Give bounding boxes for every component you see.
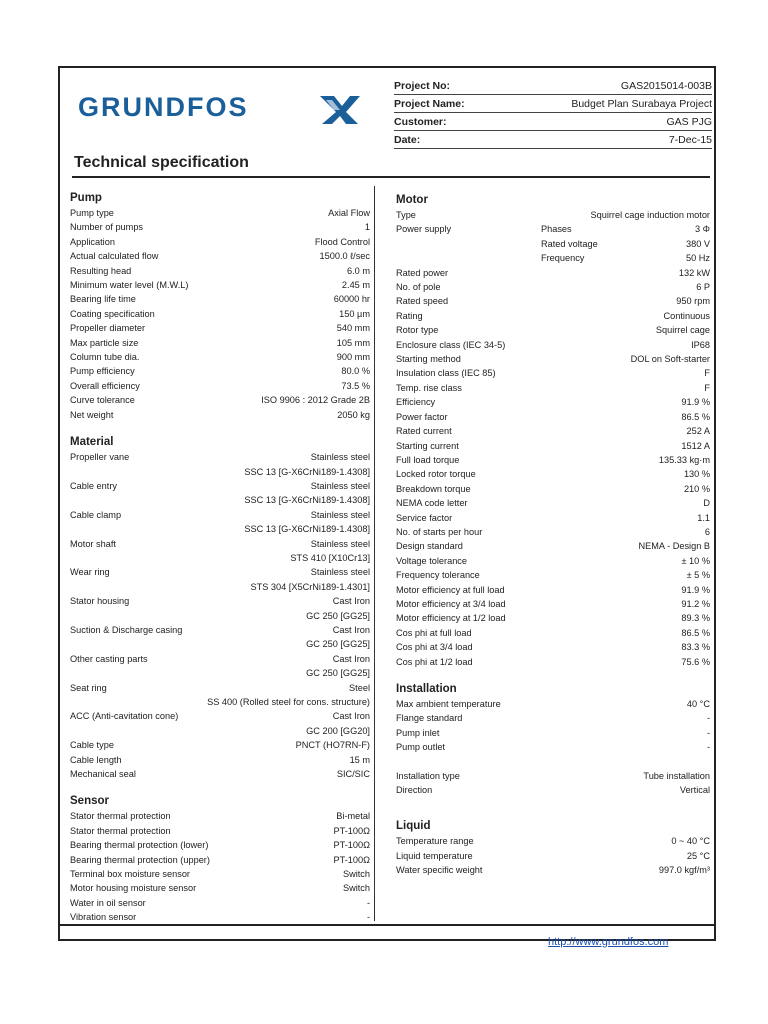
row-value: 25 °C <box>686 850 710 861</box>
material-detail-row <box>70 551 370 565</box>
row-value: 73.5 % <box>341 380 370 391</box>
row-value: 91.9 % <box>681 397 710 408</box>
row-label: Phases <box>540 224 572 235</box>
spec-row <box>70 393 370 407</box>
row-value: 60000 hr <box>333 294 370 305</box>
row-value: 6 <box>704 526 710 537</box>
row-label: Cable clamp <box>70 509 122 520</box>
row-value: Squirrel cage <box>655 325 710 336</box>
row-label: Frequency <box>540 253 585 264</box>
material-detail: STS 410 [X10Cr13] <box>290 552 370 563</box>
row-label: Propeller vane <box>70 452 130 463</box>
row-value: 2.45 m <box>341 280 370 291</box>
row-value: 1.1 <box>697 512 710 523</box>
row-label: Curve tolerance <box>70 395 135 406</box>
row-label: Enclosure class (IEC 34-5) <box>396 339 506 350</box>
row-label: Stator thermal protection <box>70 811 171 822</box>
row-label: Installation type <box>396 771 460 782</box>
row-value: - <box>706 727 710 738</box>
row-label: Rated speed <box>396 296 449 307</box>
spec-row <box>70 738 370 752</box>
spec-row <box>70 336 370 350</box>
row-value: PT-100Ω <box>333 854 370 865</box>
row-label: Bearing life time <box>70 294 136 305</box>
material-extra-table <box>70 738 370 781</box>
column-divider <box>374 186 375 921</box>
row-value: DOL on Soft-starter <box>630 354 710 365</box>
row-label: Suction & Discharge casing <box>70 624 183 635</box>
row-label: Voltage tolerance <box>396 555 468 566</box>
spec-row <box>70 753 370 767</box>
row-value: ± 10 % <box>681 555 710 566</box>
row-value: 91.2 % <box>681 598 710 609</box>
row-label: Terminal box moisture sensor <box>70 869 190 880</box>
row-value: PNCT (HO7RN-F) <box>295 740 370 751</box>
spec-row <box>396 726 710 740</box>
spec-row <box>70 896 370 910</box>
spec-row <box>396 496 710 510</box>
installation-table-2 <box>396 769 710 798</box>
project-field <box>394 74 712 92</box>
row-value: 540 mm <box>336 323 370 334</box>
power-supply-row <box>396 222 710 265</box>
row-label: Rated current <box>396 426 452 437</box>
material-detail: SSC 13 [G-X6CrNi189-1.4308] <box>244 524 370 535</box>
row-label: Motor housing moisture sensor <box>70 883 197 894</box>
material-row <box>70 652 370 666</box>
project-field-key: Project No: <box>394 80 451 92</box>
grundfos-logo: GRUNDFOS <box>78 92 249 122</box>
row-label: Bearing thermal protection (upper) <box>70 854 210 865</box>
material-detail: STS 304 [X5CrNi189-1.4301] <box>250 581 370 592</box>
row-value: Continuous <box>663 310 710 321</box>
power-supply-items <box>541 222 710 265</box>
material-row <box>70 479 370 493</box>
row-label: Cos phi at full load <box>396 627 472 638</box>
row-label: Cable length <box>70 754 122 765</box>
row-value: - <box>706 713 710 724</box>
row-label: Flange standard <box>396 713 463 724</box>
row-label: Cable entry <box>70 480 117 491</box>
installation-section-title: Installation <box>396 683 457 695</box>
row-label: Bearing thermal protection (lower) <box>70 840 209 851</box>
material-table <box>70 450 370 738</box>
spec-sheet <box>58 66 716 948</box>
project-field-value: 7-Dec-15 <box>668 134 712 146</box>
spec-row <box>70 235 370 249</box>
spec-row <box>396 554 710 568</box>
row-value: 135.33 kg·m <box>658 454 710 465</box>
spec-row <box>396 834 710 848</box>
row-label: Type <box>396 210 416 220</box>
spec-row <box>70 278 370 292</box>
material-detail-row <box>70 522 370 536</box>
material-detail-row <box>70 666 370 680</box>
material-detail-row <box>70 465 370 479</box>
spec-row <box>396 597 710 611</box>
row-value: NEMA - Design B <box>638 541 710 552</box>
spec-row <box>70 206 370 220</box>
row-label: Motor efficiency at full load <box>396 584 505 595</box>
row-value: Stainless steel <box>310 480 370 491</box>
row-value: 997.0 kgf/m³ <box>658 865 710 876</box>
row-value: 1 <box>364 222 370 233</box>
motor-type-row <box>396 208 710 222</box>
row-label: Overall efficiency <box>70 380 140 391</box>
spec-row <box>70 867 370 881</box>
spec-row <box>396 525 710 539</box>
title-underline <box>72 176 710 178</box>
spec-row <box>396 626 710 640</box>
grundfos-x-mark-icon <box>318 92 362 126</box>
right-column <box>396 186 710 877</box>
row-label: Application <box>70 236 115 247</box>
spec-row <box>70 350 370 364</box>
row-value: Switch <box>342 883 370 894</box>
row-value: 3 Φ <box>695 224 710 235</box>
row-value: 380 V <box>685 238 710 249</box>
row-value: 91.9 % <box>681 584 710 595</box>
left-column <box>70 184 370 925</box>
row-value: 210 % <box>683 483 710 494</box>
spec-row <box>70 292 370 306</box>
row-value: ISO 9906 : 2012 Grade 2B <box>261 395 370 406</box>
material-row <box>70 623 370 637</box>
motor-section-title: Motor <box>396 194 428 206</box>
row-label: Column tube dia. <box>70 352 140 363</box>
sensor-section-title: Sensor <box>70 795 109 808</box>
spec-row <box>396 366 710 380</box>
row-label: Cos phi at 3/4 load <box>396 642 473 653</box>
row-value: Stainless steel <box>310 567 370 578</box>
spec-row <box>396 769 710 783</box>
row-label: Pump type <box>70 208 114 218</box>
row-value: 1512 A <box>681 440 710 451</box>
spec-row <box>396 309 710 323</box>
row-value: 150 µm <box>339 308 370 319</box>
power-supply-item <box>541 222 710 236</box>
row-label: Actual calculated flow <box>70 251 159 262</box>
row-value: Axial Flow <box>328 208 370 218</box>
material-detail: GC 200 [GG20] <box>306 725 370 736</box>
spec-row <box>396 697 710 711</box>
row-label: No. of starts per hour <box>396 526 483 537</box>
project-divider <box>394 112 712 113</box>
spec-row <box>396 568 710 582</box>
spec-row <box>396 539 710 553</box>
material-detail: GC 250 [GG25] <box>306 668 370 679</box>
row-value: Bi-metal <box>336 811 370 822</box>
spec-row <box>396 849 710 863</box>
row-label: Max particle size <box>70 337 139 348</box>
project-field-key: Customer: <box>394 116 447 128</box>
row-label: Rated power <box>396 267 449 278</box>
row-label: Starting method <box>396 354 461 365</box>
spec-row <box>396 338 710 352</box>
spec-row <box>396 640 710 654</box>
row-label: Pump efficiency <box>70 366 135 377</box>
row-value: F <box>704 368 710 379</box>
spec-row <box>396 511 710 525</box>
material-row <box>70 681 370 695</box>
row-label: Power supply <box>396 224 452 235</box>
row-label: Starting current <box>396 440 459 451</box>
row-value: Squirrel cage induction motor <box>590 210 710 220</box>
grundfos-website-link[interactable]: http://www.grundfos.com <box>548 936 669 948</box>
row-value: Stainless steel <box>310 538 370 549</box>
row-value: 15 m <box>349 754 370 765</box>
material-detail: SS 400 (Rolled steel for cons. structure) <box>207 697 370 707</box>
spec-row <box>70 307 370 321</box>
row-value: Cast Iron <box>332 624 370 635</box>
row-label: Water specific weight <box>396 865 483 876</box>
spec-row <box>396 482 710 496</box>
row-value: Tube installation <box>643 771 710 782</box>
motor-table <box>396 266 710 669</box>
row-label: Stator housing <box>70 596 130 607</box>
material-detail: GC 250 [GG25] <box>306 639 370 650</box>
row-label: Motor efficiency at 3/4 load <box>396 598 506 609</box>
spec-row <box>70 321 370 335</box>
spec-row <box>70 910 370 924</box>
spec-row <box>396 863 710 877</box>
row-value: D <box>703 498 710 509</box>
row-value: 105 mm <box>336 337 370 348</box>
row-value: 86.5 % <box>681 627 710 638</box>
material-detail-row <box>70 580 370 594</box>
row-label: Full load torque <box>396 454 460 465</box>
row-value: - <box>366 912 370 923</box>
row-label: NEMA code letter <box>396 498 468 509</box>
row-label: Power factor <box>396 411 448 422</box>
row-label: Motor shaft <box>70 538 116 549</box>
material-row <box>70 565 370 579</box>
project-divider <box>394 148 712 149</box>
row-label: Seat ring <box>70 682 107 693</box>
material-detail: SSC 13 [G-X6CrNi189-1.4308] <box>244 466 370 477</box>
row-value: Vertical <box>679 785 710 796</box>
row-value: ± 5 % <box>686 570 710 581</box>
spec-row <box>70 364 370 378</box>
spec-row <box>70 249 370 263</box>
row-label: Direction <box>396 785 433 796</box>
row-value: - <box>706 742 710 753</box>
project-field-key: Project Name: <box>394 98 465 110</box>
spec-row <box>396 424 710 438</box>
page-title: Technical specification <box>74 154 249 171</box>
row-value: PT-100Ω <box>333 840 370 851</box>
row-value: 0 ~ 40 °C <box>671 836 710 847</box>
row-label: Rated voltage <box>540 238 598 249</box>
material-detail-row <box>70 493 370 507</box>
spec-row <box>396 583 710 597</box>
material-detail-row <box>70 637 370 651</box>
project-field-value: GAS PJG <box>666 116 712 128</box>
material-row <box>70 537 370 551</box>
row-value: 252 A <box>686 426 710 437</box>
spec-row <box>396 611 710 625</box>
material-detail: GC 250 [GG25] <box>306 610 370 621</box>
footer-divider <box>60 924 714 926</box>
row-value: 40 °C <box>686 699 710 709</box>
row-value: Stainless steel <box>310 509 370 520</box>
row-label: Number of pumps <box>70 222 144 233</box>
row-label: Propeller diameter <box>70 323 146 334</box>
row-value: 6.0 m <box>347 265 370 276</box>
spec-row <box>70 379 370 393</box>
installation-table <box>396 697 710 755</box>
row-label: Wear ring <box>70 567 110 578</box>
row-value: 50 Hz <box>685 253 710 264</box>
liquid-section-title: Liquid <box>396 820 431 833</box>
material-row <box>70 709 370 723</box>
row-value: Stainless steel <box>310 452 370 463</box>
spec-row <box>396 711 710 725</box>
material-detail-row <box>70 724 370 738</box>
row-label: Pump inlet <box>396 727 440 738</box>
pump-table <box>70 206 370 422</box>
row-label: Motor efficiency at 1/2 load <box>396 613 506 624</box>
spec-row <box>396 655 710 669</box>
material-section-title: Material <box>70 436 114 449</box>
row-value: PT-100Ω <box>333 825 370 836</box>
spec-row <box>396 323 710 337</box>
row-value: IP68 <box>691 339 710 350</box>
row-label: Frequency tolerance <box>396 570 480 581</box>
row-label: Service factor <box>396 512 453 523</box>
row-value: Cast Iron <box>332 653 370 664</box>
row-label: Rating <box>396 310 423 321</box>
row-label: ACC (Anti-cavitation cone) <box>70 711 179 722</box>
row-label: Design standard <box>396 541 463 552</box>
project-field-value: GAS2015014-003B <box>620 80 712 92</box>
spec-row <box>396 740 710 754</box>
row-label: Pump outlet <box>396 742 446 753</box>
project-info <box>394 74 712 146</box>
row-value: 2050 kg <box>337 409 370 420</box>
spec-row <box>70 853 370 867</box>
row-label: Liquid temperature <box>396 850 473 861</box>
row-value: 86.5 % <box>681 411 710 422</box>
row-value: 80.0 % <box>341 366 370 377</box>
spec-row <box>70 220 370 234</box>
spec-row <box>70 824 370 838</box>
spec-row <box>396 467 710 481</box>
power-supply-item <box>541 237 710 251</box>
sensor-table <box>70 809 370 924</box>
row-label: Other casting parts <box>70 653 148 664</box>
spec-row <box>396 352 710 366</box>
row-value: 950 rpm <box>676 296 710 307</box>
material-detail-row <box>70 609 370 623</box>
project-divider <box>394 130 712 131</box>
row-label: Water in oil sensor <box>70 897 146 908</box>
row-label: Locked rotor torque <box>396 469 476 480</box>
pump-section-title: Pump <box>70 192 102 204</box>
row-value: SIC/SIC <box>336 769 370 780</box>
project-field-key: Date: <box>394 134 421 146</box>
row-label: Stator thermal protection <box>70 825 171 836</box>
row-label: Temp. rise class <box>396 382 462 393</box>
spec-row <box>70 809 370 823</box>
liquid-table <box>396 834 710 877</box>
row-value: 900 mm <box>336 352 370 363</box>
row-value: - <box>366 897 370 908</box>
spec-row <box>396 453 710 467</box>
project-field-value: Budget Plan Surabaya Project <box>571 98 712 110</box>
row-label: Rotor type <box>396 325 439 336</box>
material-row <box>70 450 370 464</box>
row-label: Resulting head <box>70 265 132 276</box>
row-label: Efficiency <box>396 397 436 408</box>
row-value: 89.3 % <box>681 613 710 624</box>
material-row <box>70 594 370 608</box>
row-value: 1500.0 ℓ/sec <box>319 251 370 262</box>
spec-row <box>70 881 370 895</box>
row-label: Breakdown torque <box>396 483 471 494</box>
row-value: 130 % <box>683 469 710 480</box>
row-value: 83.3 % <box>681 642 710 653</box>
row-label: Vibration sensor <box>70 912 137 923</box>
spec-row <box>396 395 710 409</box>
row-value: Flood Control <box>314 236 370 247</box>
row-value: Cast Iron <box>332 711 370 722</box>
spec-row <box>396 783 710 797</box>
row-label: Max ambient temperature <box>396 699 501 709</box>
row-label: No. of pole <box>396 282 441 293</box>
row-value: 75.6 % <box>681 656 710 667</box>
spec-row <box>70 767 370 781</box>
spec-row <box>396 410 710 424</box>
row-value: 132 kW <box>678 267 710 278</box>
spec-row <box>396 294 710 308</box>
spec-row <box>396 280 710 294</box>
row-label: Cable type <box>70 740 114 751</box>
spec-row <box>396 439 710 453</box>
spec-row <box>70 838 370 852</box>
row-label: Cos phi at 1/2 load <box>396 656 473 667</box>
material-detail-row <box>70 695 370 709</box>
material-detail: SSC 13 [G-X6CrNi189-1.4308] <box>244 495 370 506</box>
row-label: Insulation class (IEC 85) <box>396 368 496 379</box>
spec-row <box>70 264 370 278</box>
row-label: Net weight <box>70 409 114 420</box>
row-label: Minimum water level (M.W.L) <box>70 280 189 291</box>
spec-row <box>396 381 710 395</box>
spec-row <box>70 408 370 422</box>
spec-row <box>396 266 710 280</box>
row-value: Switch <box>342 869 370 880</box>
row-label: Mechanical seal <box>70 769 136 780</box>
power-supply-item <box>541 251 710 265</box>
row-value: Steel <box>349 682 370 693</box>
row-value: Cast Iron <box>332 596 370 607</box>
row-label: Temperature range <box>396 836 474 847</box>
project-divider <box>394 94 712 95</box>
material-row <box>70 508 370 522</box>
row-label: Coating specification <box>70 308 155 319</box>
row-value: 6 P <box>696 282 710 293</box>
row-value: F <box>704 382 710 393</box>
